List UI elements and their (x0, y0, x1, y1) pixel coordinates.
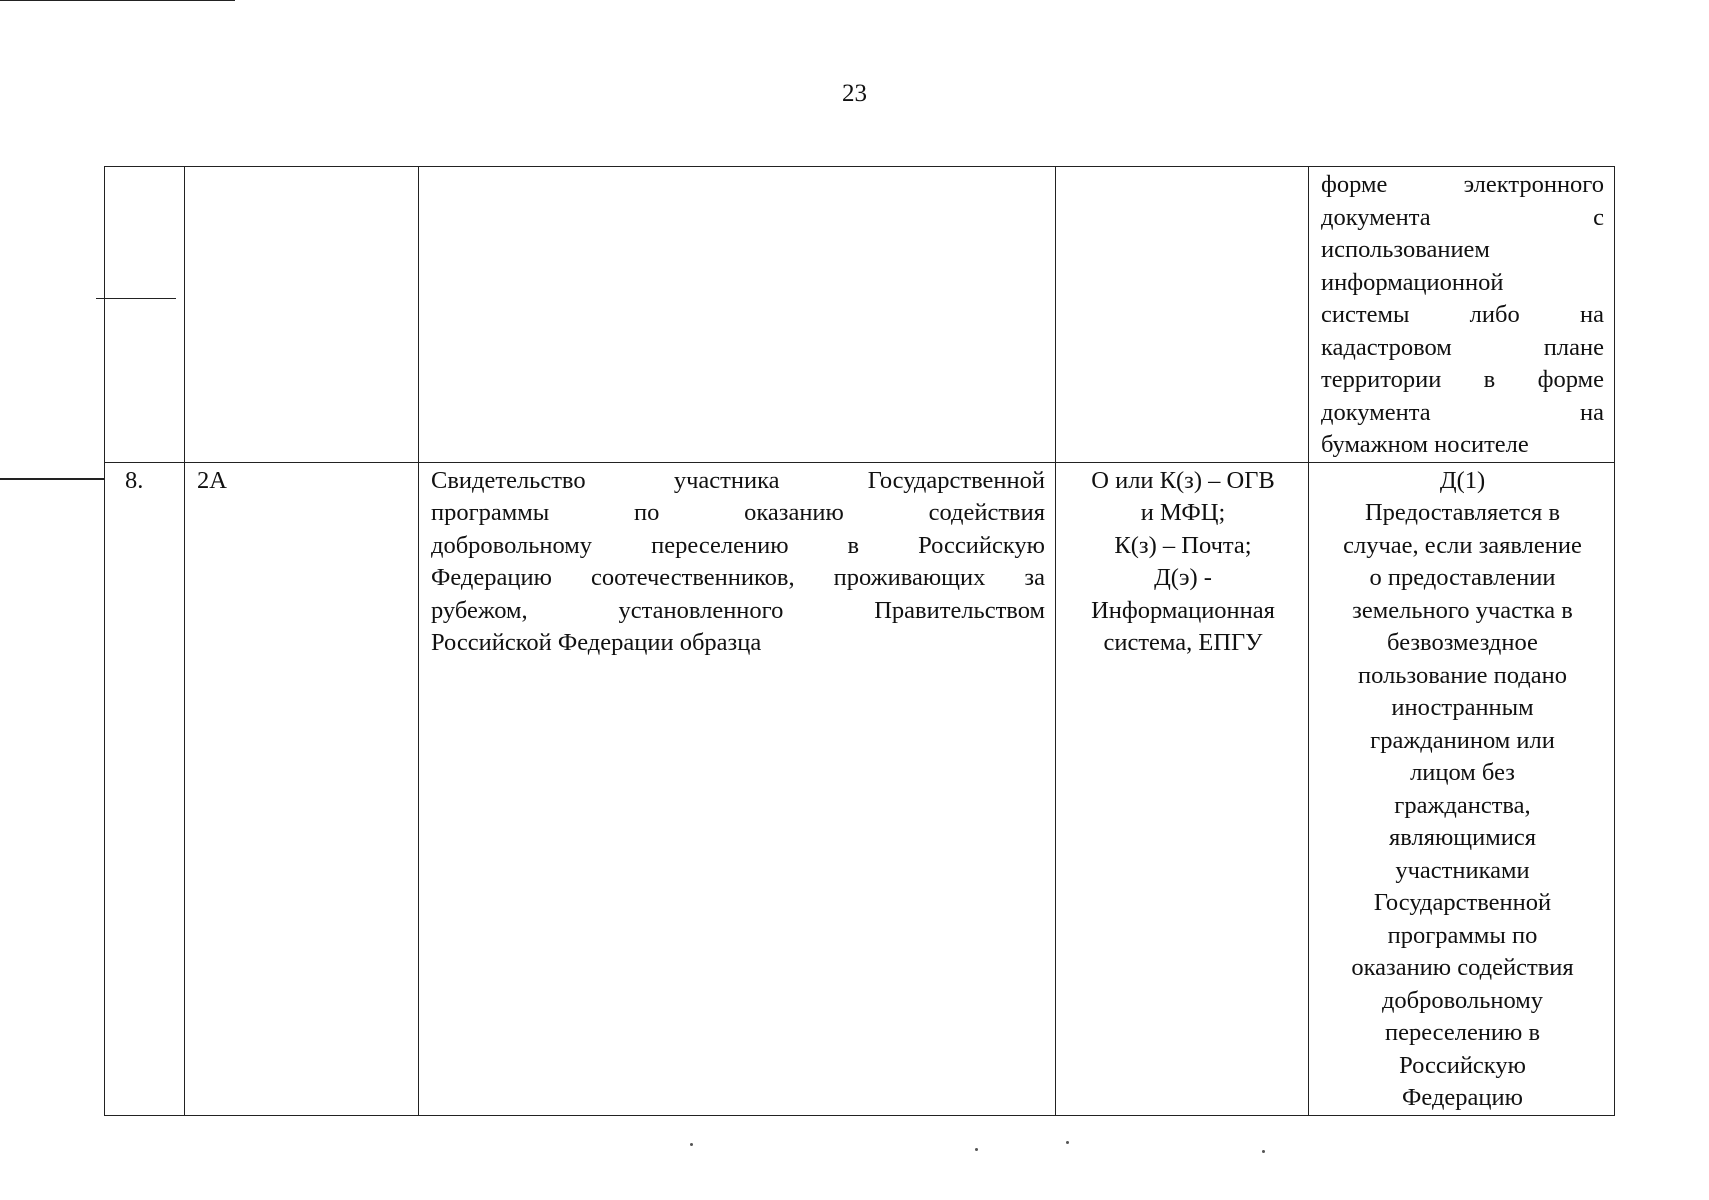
text-line: системы либо на (1321, 301, 1604, 328)
text-line: Российской Федерации образца (431, 629, 762, 656)
row-number: 8. (125, 466, 144, 494)
text-line: лицом без (1410, 759, 1515, 786)
text-line: бумажном носителе (1321, 431, 1529, 458)
scan-speck (975, 1148, 978, 1151)
text-line: Предоставляется в (1364, 499, 1561, 526)
text-line: оказанию содействия (1351, 954, 1574, 981)
cell-submission (1056, 167, 1309, 463)
condition-code: Д(1) (1439, 466, 1486, 494)
text-line: Российскую (1399, 1051, 1526, 1079)
cell-condition (1309, 167, 1615, 463)
cell-document (419, 462, 1056, 1115)
text-line: и МФЦ; (1140, 499, 1226, 526)
row-code: 2А (197, 466, 227, 494)
text-line: система, ЕПГУ (1103, 629, 1263, 656)
cell-document (419, 167, 1056, 463)
cell-number (105, 167, 185, 463)
text-line: К(з) – Почта; (1114, 531, 1252, 559)
text-line: о предоставлении (1369, 564, 1556, 591)
text-line: форме электронного (1321, 171, 1604, 198)
text-line: пользование подано (1358, 661, 1567, 689)
page-number: 23 (842, 80, 867, 107)
text-line: территории в форме (1321, 366, 1604, 393)
text-line: участниками (1395, 856, 1530, 884)
text-line: добровольному переселению в Российскую (431, 531, 1045, 559)
text-line: переселению в (1384, 1019, 1541, 1046)
table-row-continuation (105, 167, 1615, 463)
cell-code (185, 167, 419, 463)
text-line: добровольному (1381, 986, 1544, 1014)
text-line: Д(э) - (1154, 564, 1212, 591)
text-line: гражданином или (1370, 726, 1555, 754)
document-table (104, 166, 1615, 1116)
text-line: Свидетельство участника Государственной (431, 466, 1045, 494)
text-line: Информационная (1091, 596, 1275, 624)
text-line: программы по оказанию содействия (431, 499, 1045, 526)
text-line: использованием (1321, 236, 1490, 263)
cell-code (185, 462, 419, 1115)
text-line: рубежом, установленного Правительством (431, 596, 1045, 624)
cell-number (105, 462, 185, 1115)
text-line: кадастровом плане (1321, 333, 1604, 361)
text-line: О или К(з) – ОГВ (1091, 466, 1275, 494)
scan-artifact-left-row-8 (0, 478, 104, 480)
scan-speck (690, 1143, 693, 1146)
text-line: случае, если заявление (1343, 531, 1582, 559)
text-line: являющимися (1388, 824, 1537, 851)
text-line: Федерацию (1402, 1084, 1523, 1111)
text-line: Государственной (1373, 889, 1552, 916)
text-line: Федерацию соотечественников, проживающих за (431, 564, 1045, 591)
cell-condition (1309, 462, 1615, 1115)
text-line: безвозмездное (1387, 629, 1538, 656)
scan-speck (1066, 1141, 1069, 1144)
text-line: документа с (1321, 203, 1604, 231)
text-line: программы по (1387, 921, 1538, 949)
table-row-8 (105, 462, 1615, 1115)
text-line: иностранным (1391, 694, 1534, 721)
text-line: гражданства, (1394, 791, 1531, 819)
text-line: земельного участка в (1352, 596, 1573, 624)
scan-speck (1262, 1150, 1265, 1153)
text-line: информационной (1321, 268, 1504, 296)
cell-submission (1056, 462, 1309, 1115)
scan-artifact-top (0, 0, 235, 1)
text-line: документа на (1321, 398, 1604, 426)
